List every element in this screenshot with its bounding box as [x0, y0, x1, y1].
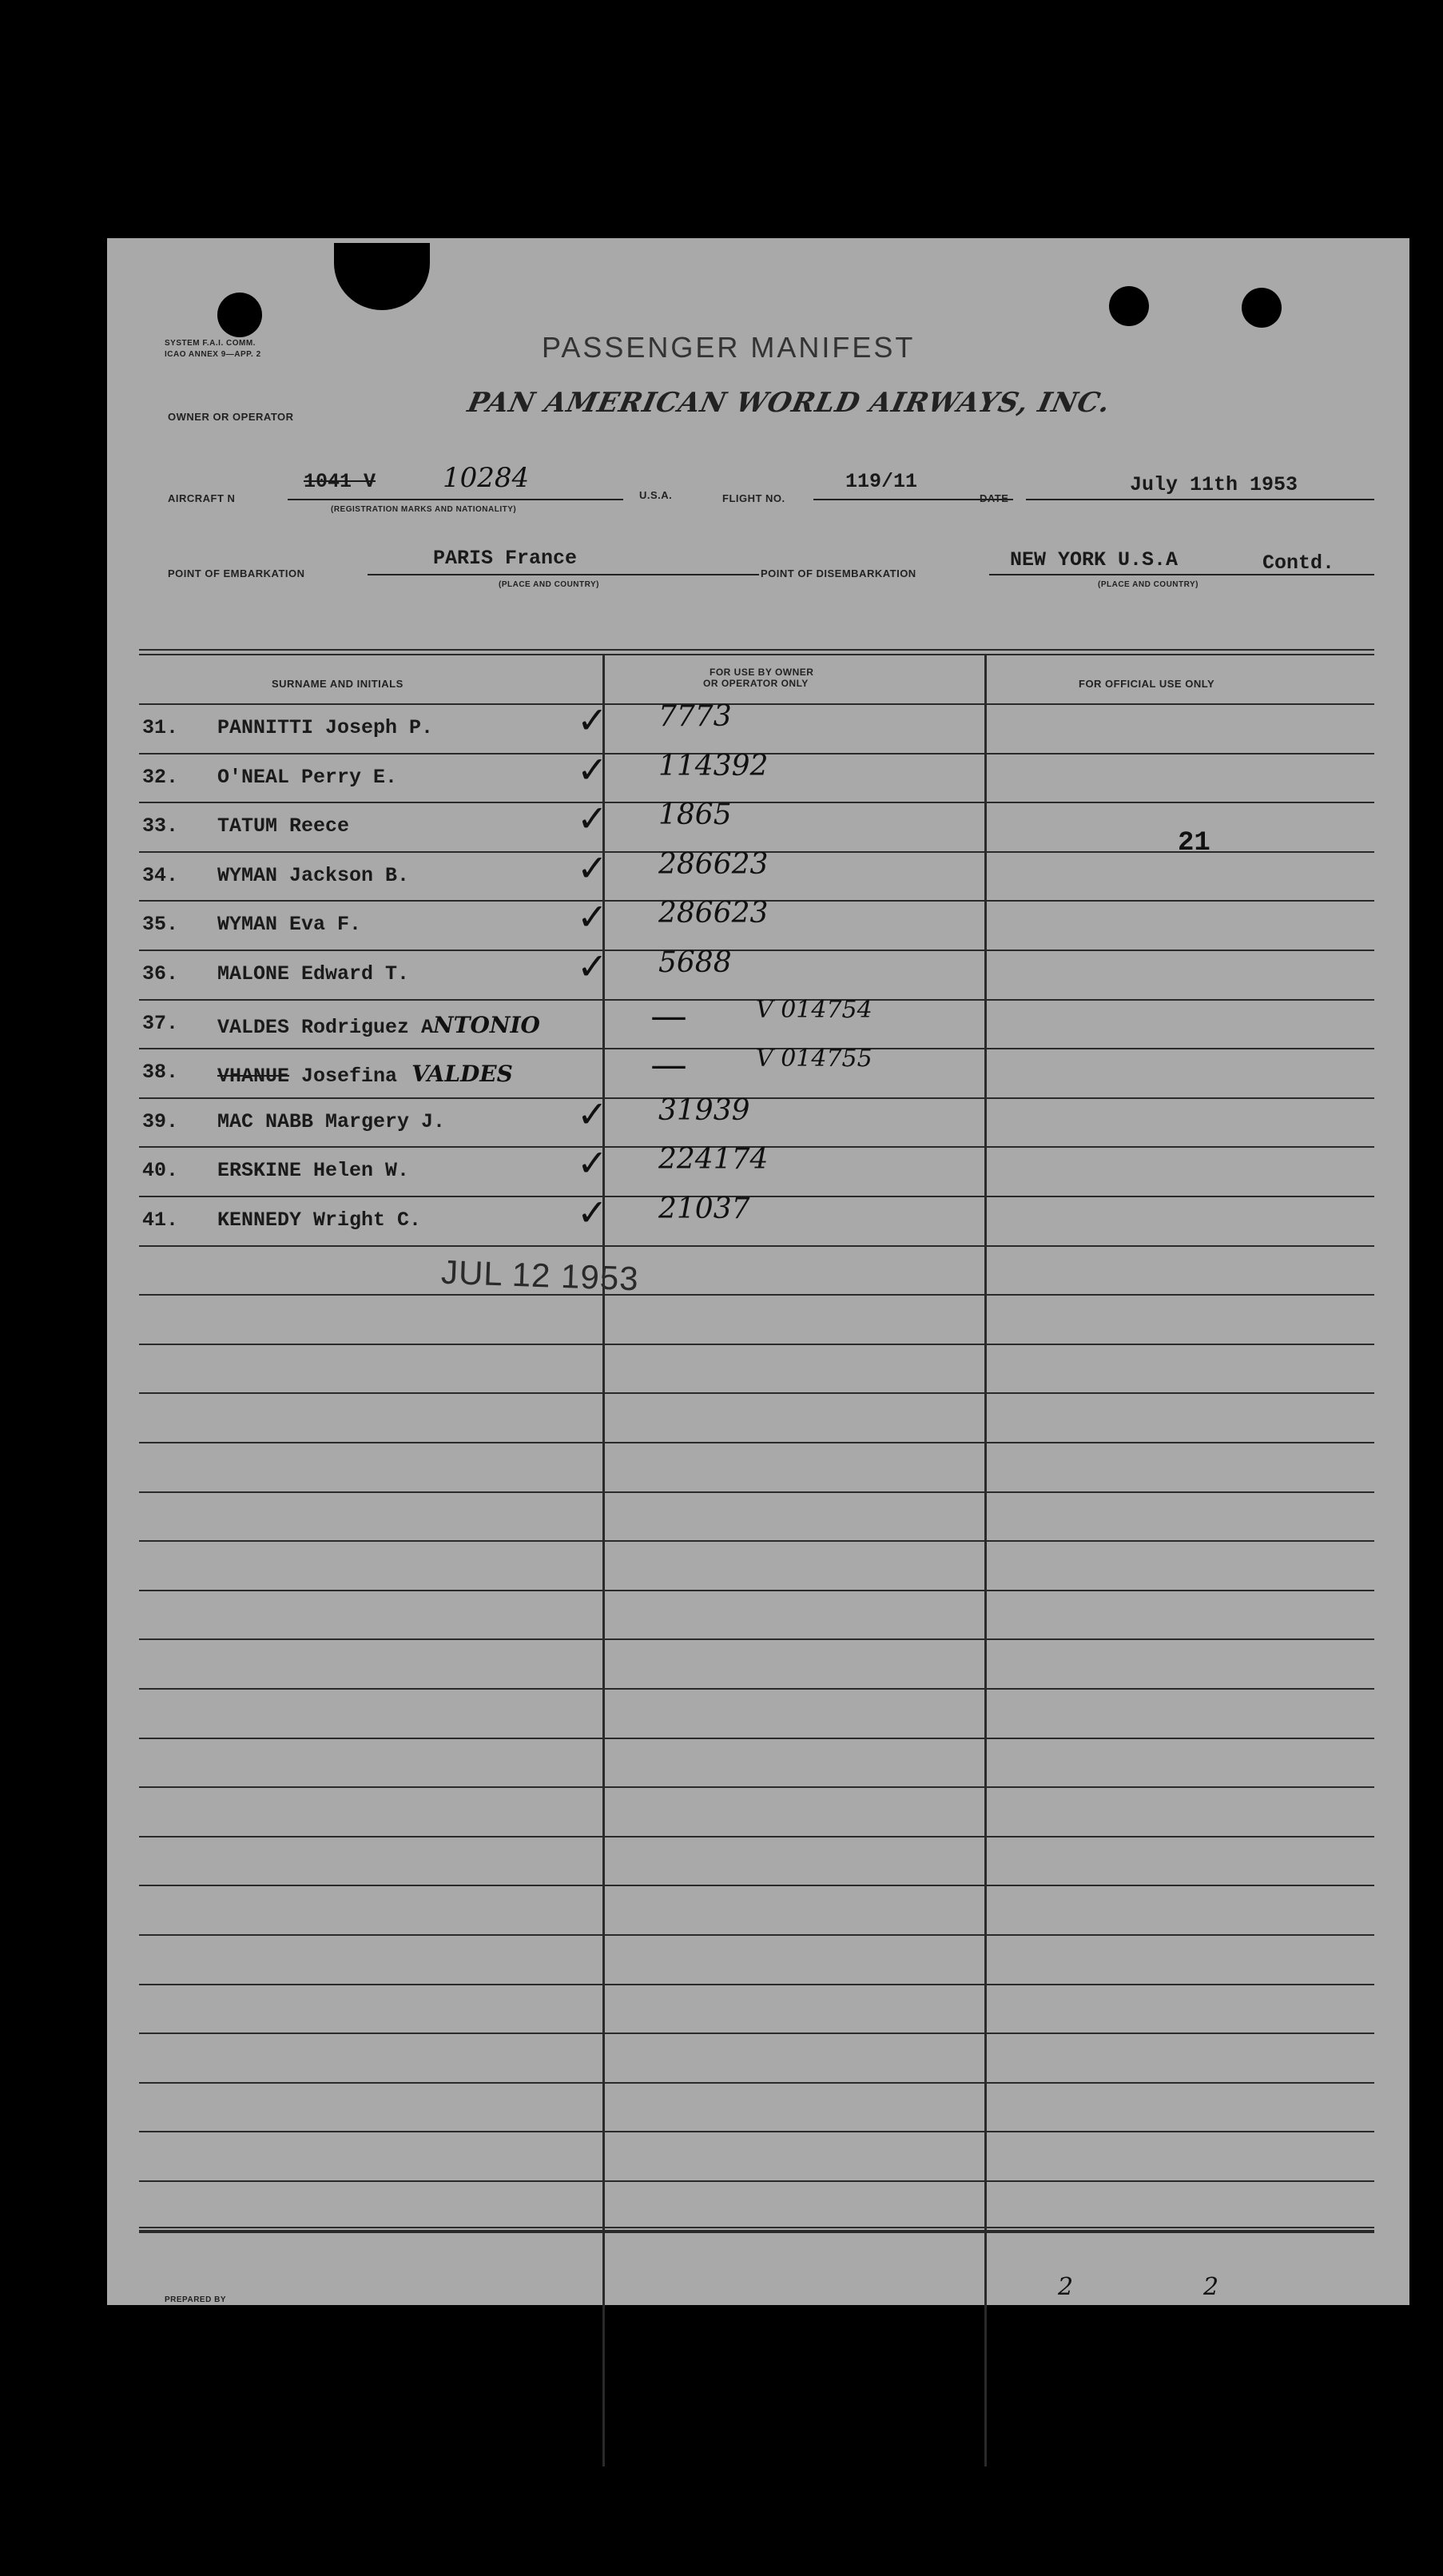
row-rule [139, 1540, 1374, 1542]
system-line-1: SYSTEM F.A.I. COMM. [165, 339, 256, 348]
contd-label: Contd. [1262, 551, 1335, 575]
check-mark: — [650, 1043, 687, 1086]
check-mark: ✓ [577, 797, 608, 840]
row-rule [139, 1245, 1374, 1247]
col-official-header: FOR OFFICIAL USE ONLY [1079, 678, 1215, 690]
embark-value: PARIS France [433, 547, 578, 570]
aircraft-label: AIRCRAFT N [168, 492, 236, 504]
row-rule [139, 1294, 1374, 1296]
disembark-label: POINT OF DISEMBARKATION [761, 567, 916, 579]
passenger-name [217, 716, 433, 739]
punch-hole [1109, 286, 1149, 326]
passenger-name [217, 913, 361, 936]
passenger-name-text: KENNEDY Wright C. [217, 1208, 422, 1232]
row-rule [139, 1738, 1374, 1739]
check-mark: ✓ [577, 748, 608, 791]
row-rule [139, 2033, 1374, 2034]
aircraft-struck: 1041 V [304, 470, 376, 493]
row-rule [139, 1638, 1374, 1640]
row-rule [139, 1590, 1374, 1591]
page-number: 2 [1058, 2273, 1074, 2301]
check-mark: ✓ [577, 1191, 608, 1234]
col-surname-header: SURNAME AND INITIALS [272, 678, 403, 690]
date-label: DATE [980, 492, 1009, 504]
flight-value: 119/11 [845, 470, 918, 493]
passenger-name [217, 1159, 409, 1182]
manifest-sheet [107, 238, 1409, 2305]
passenger-name-text: MAC NABB Margery J. [217, 1110, 446, 1133]
aircraft-value: 10284 [443, 462, 530, 494]
check-mark: ✓ [577, 846, 608, 890]
check-mark: ✓ [577, 895, 608, 938]
col-owner-header-2: OR OPERATOR ONLY [703, 678, 809, 689]
table-top-rule [139, 649, 1374, 651]
disembark-value: NEW YORK U.S.A [1010, 548, 1179, 571]
row-rule [139, 1836, 1374, 1837]
passenger-number: 35. [142, 913, 179, 936]
place-note-2: (PLACE AND COUNTRY) [1098, 580, 1199, 589]
operator-reference: V 014754 [756, 996, 873, 1024]
passenger-name [217, 766, 397, 789]
passenger-name-text: PANNITTI Joseph P. [217, 716, 434, 739]
check-mark: ✓ [577, 1093, 608, 1136]
place-note: (PLACE AND COUNTRY) [499, 580, 599, 589]
airline-name: PAN AMERICAN WORLD AIRWAYS, INC. [464, 387, 1114, 419]
date-underline [1026, 499, 1374, 500]
passenger-number: 41. [142, 1208, 179, 1232]
system-line-2: ICAO ANNEX 9—APP. 2 [165, 350, 261, 359]
row-rule [139, 1688, 1374, 1690]
row-rule [139, 802, 1374, 803]
row-rule [139, 1491, 1374, 1493]
embark-label: POINT OF EMBARKATION [168, 567, 305, 579]
passenger-number: 31. [142, 716, 179, 739]
punch-hole [217, 293, 262, 337]
operator-reference: 286623 [658, 848, 769, 881]
row-rule [139, 2082, 1374, 2084]
struck-surname: VHANUE [217, 1065, 290, 1088]
flight-label: FLIGHT NO. [722, 492, 785, 504]
row-rule [139, 1885, 1374, 1886]
passenger-number: 37. [142, 1012, 179, 1035]
passenger-name-text: MALONE Edward T. [217, 962, 410, 985]
passenger-name [217, 1208, 421, 1232]
passenger-name [217, 1110, 445, 1133]
passenger-name-text: VALDES Rodriguez A [217, 1016, 434, 1039]
passenger-number: 39. [142, 1110, 179, 1133]
passenger-number: 40. [142, 1159, 179, 1182]
passenger-name [217, 864, 409, 887]
received-stamp: JUL 12 1953 [440, 1252, 640, 1298]
passenger-number: 32. [142, 766, 179, 789]
official-count: 21 [1178, 828, 1210, 858]
operator-reference: V 014755 [756, 1045, 873, 1073]
row-rule [139, 1934, 1374, 1936]
passenger-name-text: TATUM Reece [217, 814, 350, 838]
table-bottom-rule [139, 2227, 1374, 2228]
passenger-number: 34. [142, 864, 179, 887]
row-rule [139, 1392, 1374, 1394]
aircraft-underline [288, 499, 623, 500]
col-owner-header-1: FOR USE BY OWNER [710, 667, 814, 678]
passenger-name [217, 814, 349, 838]
passenger-number: 36. [142, 962, 179, 985]
operator-reference: 21037 [658, 1192, 750, 1225]
passenger-name-text: WYMAN Jackson B. [217, 864, 410, 887]
check-mark: — [650, 994, 687, 1037]
page-of: 2 [1203, 2273, 1219, 2301]
operator-reference: 286623 [658, 897, 769, 930]
usa-label: U.S.A. [639, 489, 673, 501]
row-rule [139, 1984, 1374, 1985]
handwritten-correction: VALDES [411, 1061, 513, 1087]
prepared-by-label: PREPARED BY [165, 2295, 226, 2304]
row-rule [139, 2180, 1374, 2182]
passenger-name-text: WYMAN Eva F. [217, 913, 362, 936]
table-bottom-rule-2 [139, 2232, 1374, 2233]
manifest-title: PASSENGER MANIFEST [542, 331, 916, 364]
operator-reference: 224174 [658, 1143, 769, 1176]
punch-hole [1242, 288, 1282, 328]
row-rule [139, 703, 1374, 705]
col-divider-2 [984, 654, 987, 2467]
handwritten-correction: NTONIO [433, 1012, 540, 1038]
passenger-name-text: O'NEAL Perry E. [217, 766, 398, 789]
passenger-number: 33. [142, 814, 179, 838]
passenger-name [217, 1012, 540, 1039]
operator-reference: 114392 [658, 750, 769, 782]
registration-note: (REGISTRATION MARKS AND NATIONALITY) [331, 505, 517, 514]
owner-label: OWNER OR OPERATOR [168, 411, 294, 423]
paper-tear [334, 243, 430, 310]
check-mark: ✓ [577, 1141, 608, 1184]
row-rule [139, 1344, 1374, 1345]
operator-reference: 1865 [658, 798, 732, 831]
passenger-name [217, 962, 409, 985]
check-mark: ✓ [577, 699, 608, 742]
operator-reference: 31939 [658, 1094, 750, 1127]
date-value: July 11th 1953 [1130, 473, 1298, 496]
passenger-name-text: Josefina [301, 1065, 398, 1088]
row-rule [139, 950, 1374, 951]
passenger-number: 38. [142, 1061, 179, 1084]
passenger-name [217, 1061, 513, 1088]
passenger-name-text: ERSKINE Helen W. [217, 1159, 410, 1182]
row-rule [139, 1786, 1374, 1788]
table-top-rule-2 [139, 654, 1374, 655]
row-rule [139, 1196, 1374, 1197]
row-rule [139, 2131, 1374, 2132]
operator-reference: 7773 [658, 700, 732, 733]
embark-underline [368, 574, 759, 575]
row-rule [139, 1442, 1374, 1443]
operator-reference: 5688 [658, 946, 732, 979]
check-mark: ✓ [577, 945, 608, 988]
row-rule [139, 1097, 1374, 1099]
